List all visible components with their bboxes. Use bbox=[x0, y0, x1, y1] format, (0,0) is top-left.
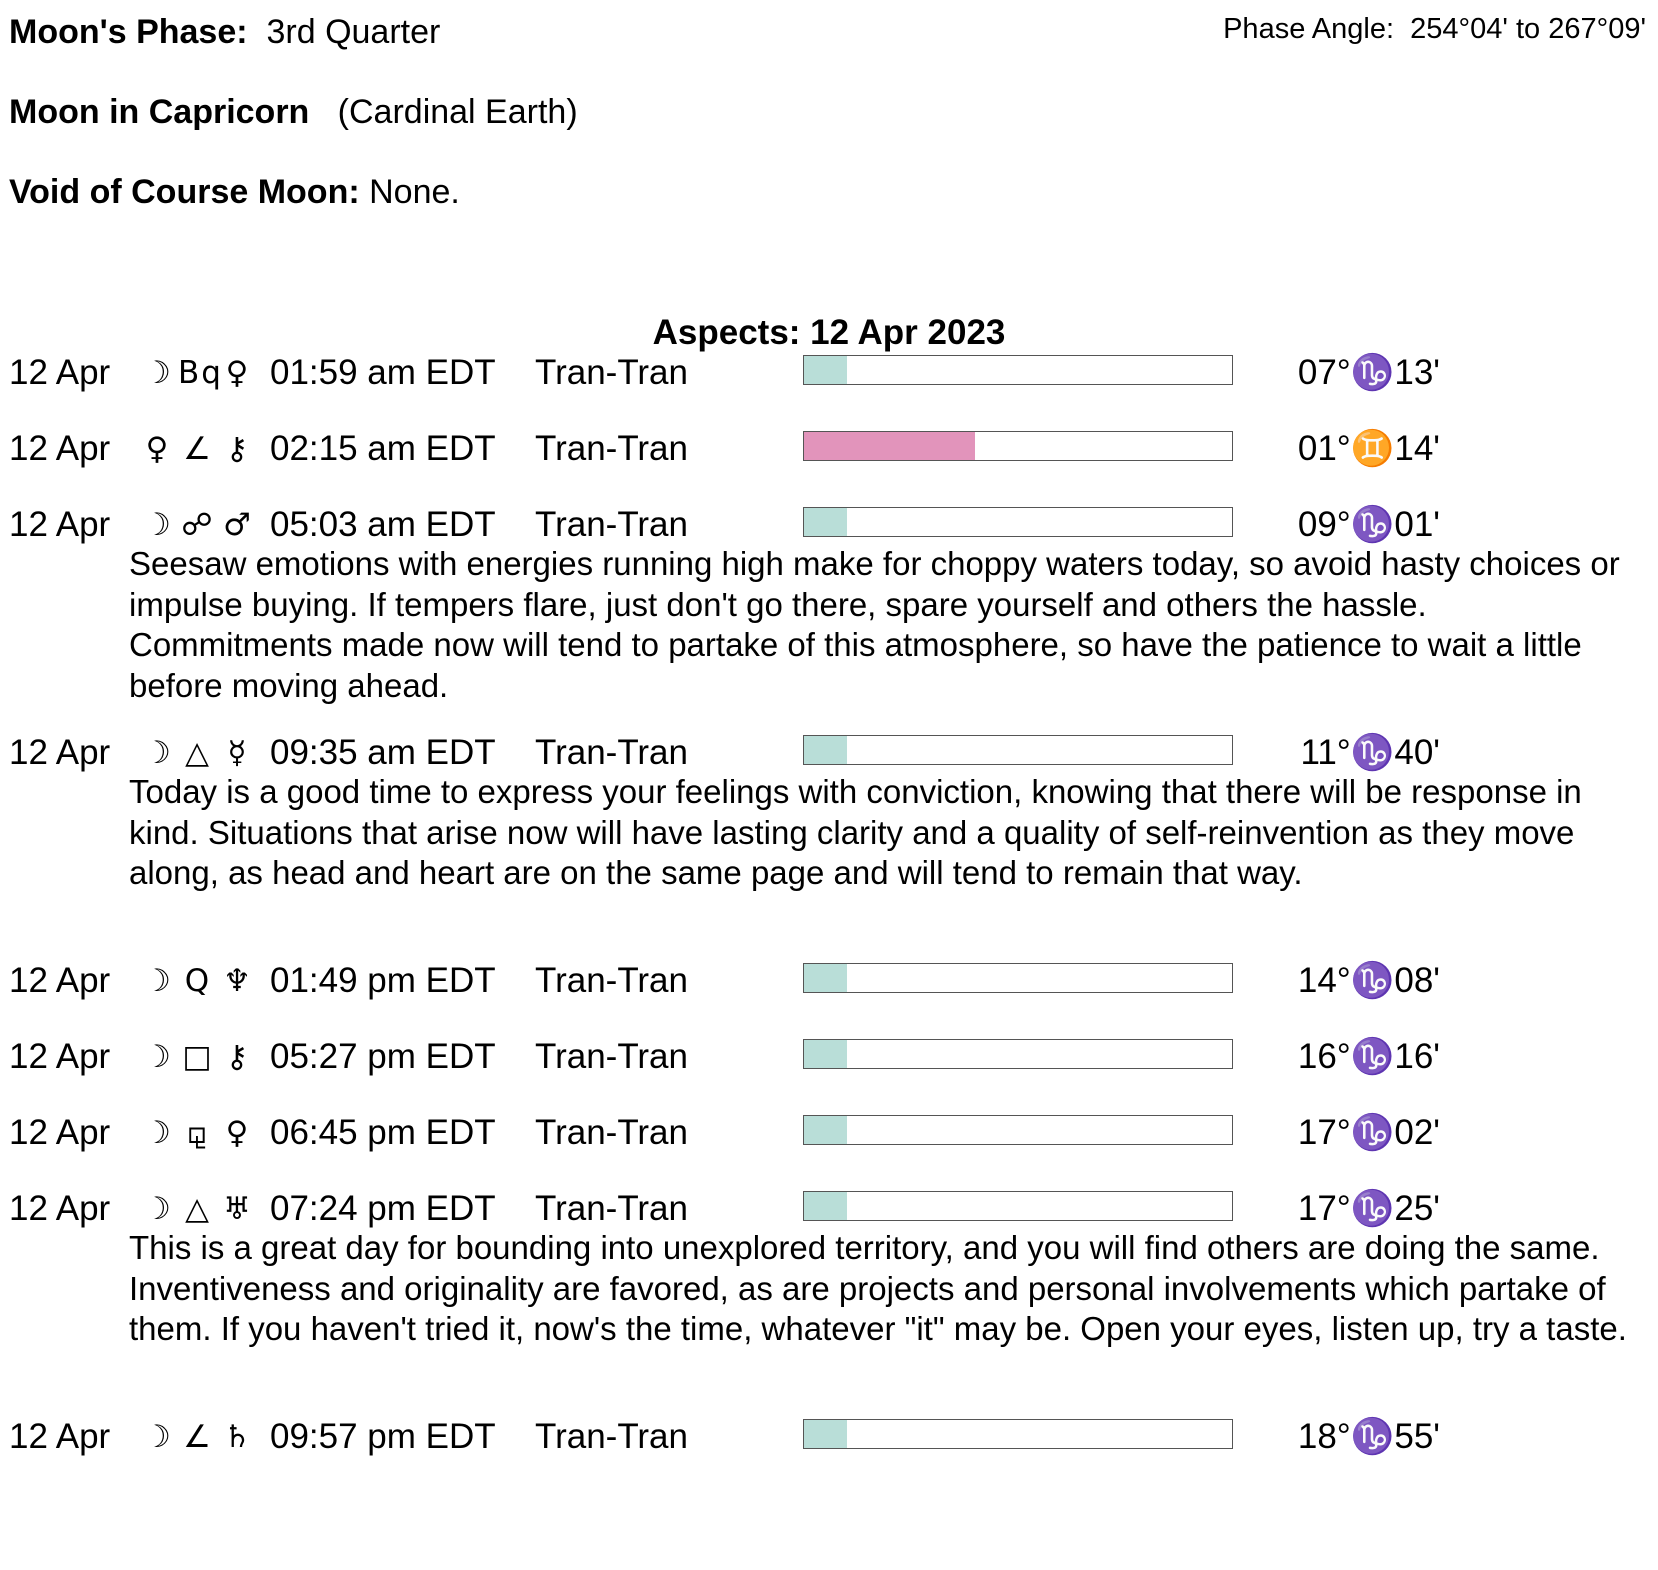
aspect-date: 12 Apr bbox=[9, 429, 111, 468]
aspect-date: 12 Apr bbox=[9, 1037, 111, 1076]
planet2-icon: ♀ bbox=[225, 1115, 251, 1151]
void-of-course-label: Void of Course Moon: bbox=[9, 173, 360, 211]
intensity-bar-fill bbox=[804, 1192, 847, 1220]
planet2-icon: ♂ bbox=[223, 507, 253, 543]
intensity-bar-fill bbox=[804, 736, 847, 764]
aspect-description: Today is a good time to express your feelings with conviction, knowing that there will be response in kind. Situations that arise now will have lasting clarity and a quality of self-reinvention as they move along, as head and heart are on the same page and will tend to remain that way. bbox=[129, 773, 1582, 891]
aspect-row bbox=[0, 500, 1658, 550]
aspect-time: 05:27 pm EDT bbox=[270, 1037, 496, 1076]
aspect-position: 01°♊14' bbox=[1297, 429, 1440, 468]
aspect-icon: ☍ bbox=[181, 507, 215, 543]
intensity-bar-fill bbox=[804, 1420, 847, 1448]
intensity-bar-fill bbox=[804, 1116, 847, 1144]
aspect-date: 12 Apr bbox=[9, 961, 111, 1000]
aspect-row bbox=[0, 728, 1658, 778]
aspect-date: 12 Apr bbox=[9, 505, 111, 544]
aspect-position: 17°♑25' bbox=[1297, 1189, 1440, 1228]
aspect-position: 07°♑13' bbox=[1297, 353, 1440, 392]
aspect-description: Seesaw emotions with energies running high make for choppy waters today, so avoid hasty choices or impulse buying. If tempers flare, just don't go there, spare yourself and others the hassle. Commitments made now will tend to partake of this atmosphere, so have the patience to wait a little before moving ahead. bbox=[129, 545, 1620, 704]
aspect-type: Tran-Tran bbox=[535, 961, 688, 1000]
intensity-bar-fill bbox=[804, 1040, 847, 1068]
aspect-glyphs bbox=[138, 1412, 256, 1462]
aspect-position: 14°♑08' bbox=[1297, 961, 1440, 1000]
aspect-type: Tran-Tran bbox=[535, 353, 688, 392]
intensity-bar-fill bbox=[804, 432, 975, 460]
phase-angle-value: 254°04' to 267°09' bbox=[1410, 13, 1646, 45]
intensity-bar-fill bbox=[804, 356, 847, 384]
aspect-icon: △ bbox=[185, 1191, 211, 1227]
planet1-icon: ☽ bbox=[143, 1115, 173, 1151]
aspect-icon: ⚼ bbox=[186, 1115, 210, 1151]
aspect-type: Tran-Tran bbox=[535, 505, 688, 544]
planet2-icon: ♅ bbox=[223, 1191, 253, 1227]
aspect-type: Tran-Tran bbox=[535, 1189, 688, 1228]
intensity-bar bbox=[803, 1039, 1233, 1069]
intensity-bar bbox=[803, 431, 1233, 461]
aspect-glyphs bbox=[138, 1032, 256, 1082]
planet1-icon: ☽ bbox=[143, 1419, 173, 1455]
moon-sign-line bbox=[9, 92, 578, 132]
aspect-glyphs bbox=[138, 348, 256, 398]
intensity-bar bbox=[803, 1191, 1233, 1221]
aspect-row bbox=[0, 424, 1658, 474]
aspect-glyphs bbox=[138, 500, 256, 550]
planet1-icon: ☽ bbox=[143, 735, 173, 771]
phase-angle-label: Phase Angle: bbox=[1223, 13, 1395, 45]
aspect-time: 05:03 am EDT bbox=[270, 505, 496, 544]
aspect-row bbox=[0, 1032, 1658, 1082]
aspect-time: 09:57 pm EDT bbox=[270, 1417, 496, 1456]
aspect-row bbox=[0, 348, 1658, 398]
planet2-icon: ♆ bbox=[223, 963, 253, 999]
planet1-icon: ☽ bbox=[143, 1039, 173, 1075]
aspect-icon: Bq bbox=[178, 355, 223, 391]
aspect-icon: ∠ bbox=[183, 431, 213, 467]
aspect-icon: △ bbox=[185, 735, 211, 771]
planet2-icon: ♄ bbox=[223, 1419, 253, 1455]
aspect-type: Tran-Tran bbox=[535, 1417, 688, 1456]
aspect-type: Tran-Tran bbox=[535, 1037, 688, 1076]
planet1-icon: ☽ bbox=[143, 507, 173, 543]
intensity-bar bbox=[803, 1115, 1233, 1145]
aspect-icon: Q bbox=[184, 963, 212, 999]
aspect-time: 06:45 pm EDT bbox=[270, 1113, 496, 1152]
aspect-row bbox=[0, 956, 1658, 1006]
aspect-glyphs bbox=[138, 956, 256, 1006]
planet2-icon: ⚷ bbox=[225, 1039, 251, 1075]
aspect-date: 12 Apr bbox=[9, 1113, 111, 1152]
planet1-icon: ♀ bbox=[145, 431, 171, 467]
intensity-bar-fill bbox=[804, 964, 847, 992]
aspect-position: 09°♑01' bbox=[1297, 505, 1440, 544]
aspect-type: Tran-Tran bbox=[535, 429, 688, 468]
aspect-time: 02:15 am EDT bbox=[270, 429, 496, 468]
intensity-bar bbox=[803, 1419, 1233, 1449]
aspect-type: Tran-Tran bbox=[535, 733, 688, 772]
aspect-row bbox=[0, 1412, 1658, 1462]
aspect-row bbox=[0, 1184, 1658, 1234]
aspect-description: This is a great day for bounding into unexplored territory, and you will find others are doing the same. Inventiveness and originality are favored, as are projects and personal involvements which partake of them. If you haven't tried it, now's the time, whatever "it" may be. Open your eyes, listen up, try a taste. bbox=[129, 1229, 1627, 1347]
moon-sign-label: Moon in Capricorn bbox=[9, 93, 310, 131]
aspect-glyphs bbox=[138, 424, 256, 474]
aspect-position: 18°♑55' bbox=[1297, 1417, 1440, 1456]
aspect-position: 17°♑02' bbox=[1297, 1113, 1440, 1152]
intensity-bar bbox=[803, 507, 1233, 537]
moon-phase-label: Moon's Phase: bbox=[9, 13, 248, 51]
void-of-course-value: None. bbox=[369, 173, 460, 211]
aspect-position: 11°♑40' bbox=[1300, 733, 1440, 772]
aspects-title: Aspects: 12 Apr 2023 bbox=[652, 313, 1006, 352]
aspect-time: 09:35 am EDT bbox=[270, 733, 496, 772]
aspect-date: 12 Apr bbox=[9, 1189, 111, 1228]
moon-sign-detail: (Cardinal Earth) bbox=[337, 93, 578, 131]
planet2-icon: ☿ bbox=[227, 735, 249, 771]
aspect-date: 12 Apr bbox=[9, 353, 111, 392]
void-of-course-line bbox=[9, 172, 460, 212]
intensity-bar bbox=[803, 963, 1233, 993]
aspect-type: Tran-Tran bbox=[535, 1113, 688, 1152]
aspect-icon: □ bbox=[182, 1039, 214, 1075]
phase-angle bbox=[1223, 10, 1646, 48]
planet2-icon: ♀ bbox=[225, 355, 251, 391]
intensity-bar bbox=[803, 355, 1233, 385]
planet2-icon: ⚷ bbox=[225, 431, 251, 467]
aspect-time: 07:24 pm EDT bbox=[270, 1189, 496, 1228]
planet1-icon: ☽ bbox=[143, 1191, 173, 1227]
moon-phase-value: 3rd Quarter bbox=[266, 13, 441, 51]
aspect-icon: ∠ bbox=[183, 1419, 213, 1455]
aspect-row bbox=[0, 1108, 1658, 1158]
aspect-time: 01:59 am EDT bbox=[270, 353, 496, 392]
intensity-bar-fill bbox=[804, 508, 847, 536]
aspect-glyphs bbox=[138, 1108, 256, 1158]
planet1-icon: ☽ bbox=[143, 963, 173, 999]
aspect-glyphs bbox=[138, 1184, 256, 1234]
aspect-position: 16°♑16' bbox=[1297, 1037, 1440, 1076]
aspect-date: 12 Apr bbox=[9, 733, 111, 772]
aspect-time: 01:49 pm EDT bbox=[270, 961, 496, 1000]
aspect-glyphs bbox=[138, 728, 256, 778]
planet1-icon: ☽ bbox=[143, 355, 173, 391]
moon-phase-line bbox=[9, 12, 440, 52]
intensity-bar bbox=[803, 735, 1233, 765]
aspect-date: 12 Apr bbox=[9, 1417, 111, 1456]
